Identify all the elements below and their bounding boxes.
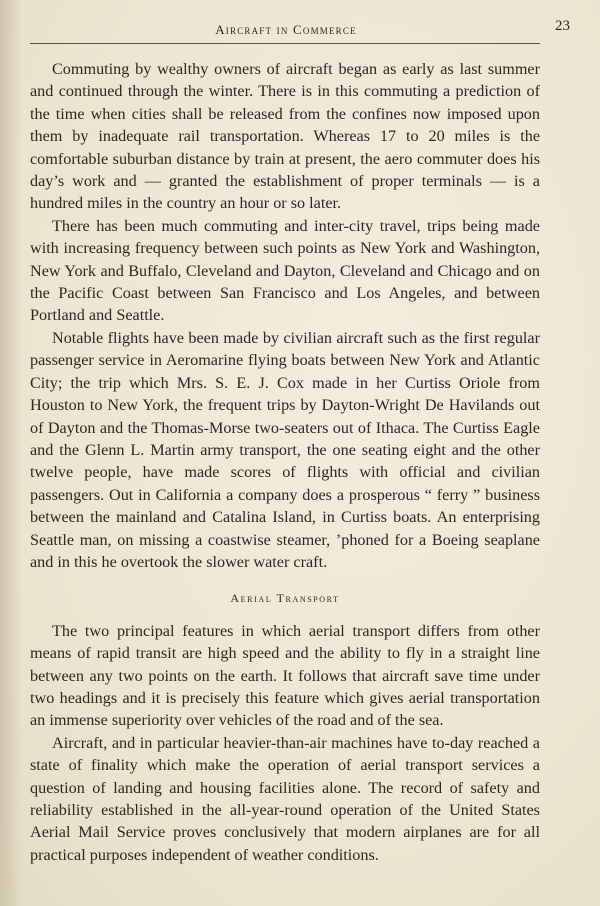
header-rule [30,43,540,44]
running-head-title: Aircraft in Commerce [215,22,357,37]
paragraph-commuting: Commuting by wealthy owners of aircraft began as early as last summer and continued through the winter. There is in this commuting a prediction of the time when cities shall be released from the confines now imposed upon them by inadequate rail transportation. Whereas 17 to 20 miles is the comfortable suburban distance by train at present, the aero commuter does his day’s work and — granted the establishment of proper terminals — is a hundred miles in the country an hour or so later. [30,60,540,213]
paragraph-principal-features: The two principal features in which aerial transport differs from other means of rapid transit are high speed and the ability to fly in a straight line between any two points on the earth. It follows that aircraft save time under two headings and it is precisely this feature which gives aerial transportation an immense superiority over vehicles of the road and of the sea. [30,621,540,730]
section-heading: Aerial Transport [230,591,340,606]
paragraph-notable-flights: Notable flights have been made by civilian aircraft such as the first regular passenger service in Aeromarine flying boats between New York and Atlantic City; the trip which Mrs. S. E. J. Cox made in her Curtiss Oriole from Houston to New York, the frequent trips by Dayton-Wright De Havilands out of Dayton and the Thomas-Morse two-seaters out of Ithaca. The Curtiss Eagle and the Glenn L. Martin army transport, the one seating eight and the other twelve people, have made scores of flights with official and civilian passengers. Out in California a company does a prosperous “ ferry ” business between the mainland and Catalina Island, in Curtiss boats. An enterprising Seattle man, on missing a coastwise steamer, ’phoned for a Boeing seaplane and in this he overtook the slower water craft. [30,328,540,571]
page-gutter-shadow [0,0,22,906]
body-text [30,58,540,866]
paragraph-aircraft-finality: Aircraft, and in particular heavier-than-air machines have to-day reached a state of finality which make the operation of aerial transport services a question of landing and housing facilities alone. The record of safety and reliability established in the all-year-round operation of the United States Aerial Mail Service proves conclusively that modern airplanes are for all practical purposes independent of weather conditions. [30,733,540,864]
running-head [30,16,570,40]
page-number: 23 [555,18,570,34]
paragraph-inter-city-travel: There has been much commuting and inter-city travel, trips being made with increasing frequency between such points as New York and Washington, New York and Buffalo, Cleveland and Dayton, Cleveland and Chicago and on the Pacific Coast between San Francisco and Los Angeles, and between Portland and Seattle. [30,216,540,325]
